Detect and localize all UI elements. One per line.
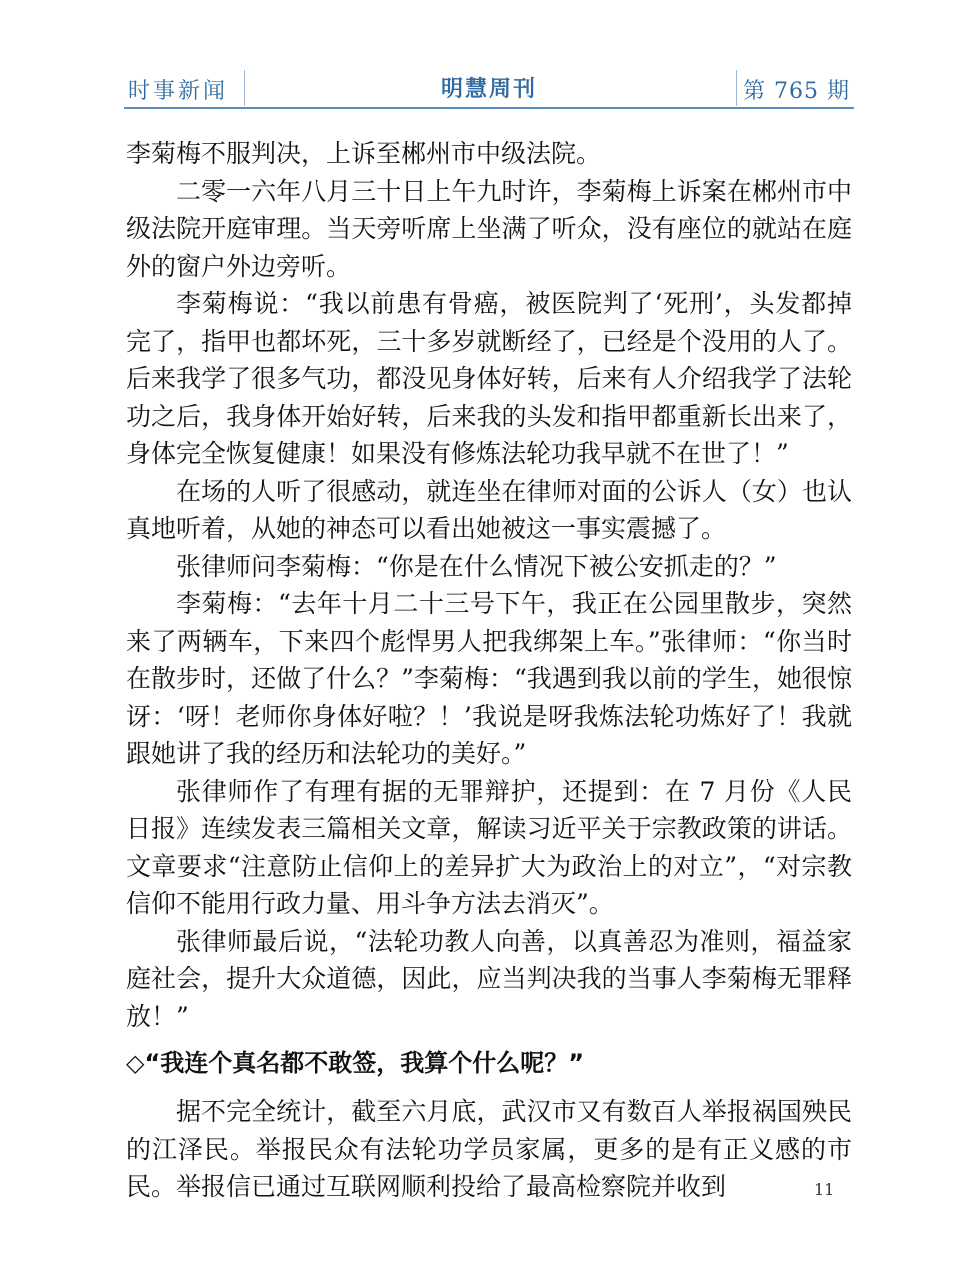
page-number: 11: [814, 1180, 835, 1199]
paragraph: 张律师最后说，“法轮功教人向善，以真善忍为准则，福益家庭社会，提升大众道德，因此，应当判决我的当事人李菊梅无罪释放！”: [126, 926, 852, 1031]
header-rule: [124, 107, 854, 109]
paragraph: 李菊梅不服判决，上诉至郴州市中级法院。: [126, 139, 602, 168]
section-label: 时事新闻: [128, 79, 229, 104]
paragraph: 二零一六年八月三十日上午九时许，李菊梅上诉案在郴州市中级法院开庭审理。当天旁听席上坐满了听众，没有座位的就站在庭外的窗户外边旁听。: [126, 176, 852, 281]
paragraph: 在场的人听了很感动，就连坐在律师对面的公诉人（女）也认真地听着，从她的神态可以看出她被这一事实震撼了。: [126, 476, 852, 543]
article-body: [126, 135, 852, 1206]
section-subheading: ◇“我连个真名都不敢签，我算个什么呢？”: [126, 1049, 585, 1077]
paragraph: 张律师作了有理有据的无罪辩护，还提到：在 7 月份《人民日报》连续发表三篇相关文章，解读习近平关于宗教政策的讲话。文章要求“注意防止信仰上的差异扩大为政治上的对立”，“对宗教信仰不能用行政力量、用斗争方法去消灭”。: [126, 776, 852, 918]
header-divider-right: [736, 70, 737, 106]
publication-title: 明慧周刊: [440, 76, 537, 102]
paragraph: 张律师问李菊梅：“你是在什么情况下被公安抓走的？”: [176, 551, 777, 581]
issue-number: 第 765 期: [743, 79, 850, 104]
page-header: [124, 68, 854, 108]
paragraph: 李菊梅：“去年十月二十三号下午，我正在公园里散步，突然来了两辆车，下来四个彪悍男人把我绑架上车。”张律师：“你当时在散步时，还做了什么？”李菊梅：“我遇到我以前的学生，她很惊讶：‘呀！老师你身体好啦？！’我说是呀我炼法轮功炼好了！我就跟她讲了我的经历和法轮功的美好。”: [126, 589, 852, 768]
paragraph: 据不完全统计，截至六月底，武汉市又有数百人举报祸国殃民的江泽民。举报民众有法轮功学员家属，更多的是有正义感的市民。举报信已通过互联网顺利投给了最高检察院并收到: [126, 1097, 852, 1201]
paragraph: 李菊梅说：“我以前患有骨癌，被医院判了‘死刑’，头发都掉完了，指甲也都坏死，三十多岁就断经了，已经是个没用的人了。后来我学了很多气功，都没见身体好转，后来有人介绍我学了法轮功之后，我身体开始好转，后来我的头发和指甲都重新长出来了，身体完全恢复健康！如果没有修炼法轮功我早就不在世了！”: [126, 289, 852, 468]
